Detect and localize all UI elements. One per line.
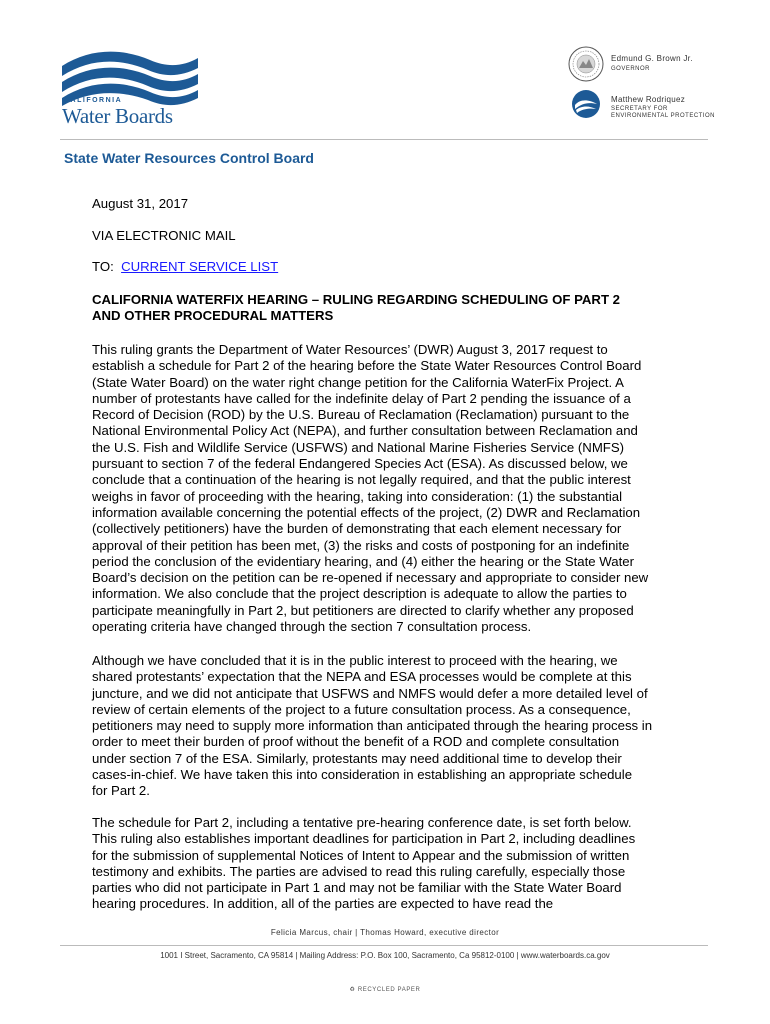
paragraph-1 [92, 342, 718, 635]
board-title: State Water Resources Control Board [64, 150, 314, 166]
paragraph-3 [92, 815, 718, 913]
chair-line: Felicia Marcus, chair | Thomas Howard, executive director [270, 928, 500, 937]
paragraph-line: participate meaningfully in Part 2, but petitioners are directed to clarify whether any proposed [92, 602, 634, 618]
paragraph-line: hearing procedures. In addition, all of the parties are expected to have read the [92, 896, 554, 912]
state-seal-icon [568, 46, 604, 82]
paragraph-line: for Part 2. [92, 783, 150, 799]
service-list-link[interactable]: CURRENT SERVICE LIST [121, 259, 279, 274]
paragraph-line: (State Water Board) on the water right change petition for the California WaterFix Project. A [92, 374, 624, 390]
header-divider [60, 139, 708, 140]
paragraph-line: petitioners may need to supply more information than anticipated through the hearing process in [92, 718, 653, 734]
delivery-method: VIA ELECTRONIC MAIL [92, 228, 236, 243]
paragraph-line: National Environmental Policy Act (NEPA), and further consultation between Reclamation and [92, 423, 638, 439]
logo-state-text: CALIFORNIA [64, 97, 123, 104]
address-line: 1001 I Street, Sacramento, CA 95814 | Mailing Address: P.O. Box 100, Sacramento, Ca 95812-0100 | www.waterboards.ca.gov [160, 951, 610, 960]
recycled-text: RECYCLED PAPER [357, 987, 421, 993]
paragraph-line: information. We also conclude that the project description is adequate to allow the parties to [92, 586, 627, 602]
ruling-heading [92, 292, 672, 325]
paragraph-line: juncture, and we did not anticipate that USFWS and NMFS would defer a more detailed level of [92, 685, 648, 701]
paragraph-line: This ruling also establishes important deadlines for participation in Part 2, including deadlines [92, 831, 636, 847]
paragraph-line: number of protestants have called for the indefinite delay of Part 2 pending the issuance of a [92, 390, 631, 406]
paragraph-line: conclude that a continuation of the hearing is not legally required, and that the public interest [92, 472, 631, 488]
paragraph-line: review of certain elements of the project to a future consultation process. As a consequence, [92, 701, 631, 717]
paragraph-line: cases-in-chief. We have taken this into consideration in establishing an appropriate schedule [92, 767, 633, 783]
letter-date: August 31, 2017 [92, 196, 189, 211]
paragraph-line: testimony and exhibits. The parties are advised to read this ruling carefully, especially those [92, 863, 626, 879]
secretary-name: Matthew Rodriquez [611, 95, 686, 104]
calepa-logo-icon [570, 88, 602, 120]
paragraph-line: approval of their petition has been met, (3) the risks and costs of postponing for an indefinite [92, 537, 630, 553]
heading-line: CALIFORNIA WATERFIX HEARING – RULING REGARDING SCHEDULING OF PART 2 [92, 292, 620, 307]
paragraph-line: shared protestants’ expectation that the NEPA and ESA processes would be complete at this [92, 669, 632, 685]
secretary-title-2: ENVIRONMENTAL PROTECTION [611, 113, 716, 119]
paragraph-line: period the conclusion of the evidentiary hearing, and (4) either the hearing or the State Water [92, 553, 634, 569]
heading-line: AND OTHER PROCEDURAL MATTERS [92, 308, 334, 324]
paragraph-line: information available concerning the potential effects of the project, (2) DWR and Reclamation [92, 504, 641, 520]
paragraph-line: establish a schedule for Part 2 of the hearing before the State Water Resources Control Board [92, 358, 642, 374]
secretary-title-1: SECRETARY FOR [611, 106, 668, 112]
paragraph-line: for the submission of supplemental Notices of Intent to Appear and the submission of written [92, 847, 630, 863]
paragraph-line: operating criteria have changed through the section 7 consultation process. [92, 619, 532, 635]
paragraph-line: weighs in favor of proceeding with the hearing, taking into consideration: (1) the substantial [92, 488, 623, 504]
footer-divider [60, 945, 708, 946]
paragraph-line: Board’s decision on the petition can be re-opened if necessary and appropriate to consider new [92, 570, 649, 586]
paragraph-line: pursuant to section 7 of the federal Endangered Species Act (ESA). As discussed below, we [92, 456, 628, 472]
governor-title: GOVERNOR [611, 66, 651, 72]
paragraph-2 [92, 653, 718, 800]
recipient-line [92, 259, 278, 275]
paragraph-line: (collectively petitioners) have the burden of demonstrating that each element necessary for [92, 521, 622, 537]
paragraph-line: The schedule for Part 2, including a tentative pre-hearing conference date, is set forth below. [92, 815, 632, 830]
logo-name-text: Water Boards [62, 104, 173, 128]
paragraph-line: the U.S. Fish and Wildlife Service (USFWS) and National Marine Fisheries Service (NMFS) [92, 439, 625, 455]
paragraph-line: order to meet their burden of proof without the benefit of a ROD and complete consultation [92, 734, 620, 750]
paragraph-line: Although we have concluded that it is in the public interest to proceed with the hearing, we [92, 653, 618, 668]
governor-name: Edmund G. Brown Jr. [611, 54, 693, 63]
paragraph-line: parties who did not participate in Part 1 and may not be familiar with the State Water Board [92, 880, 622, 896]
recycle-icon: ♻ [349, 987, 356, 993]
paragraph-line: under section 7 of the ESA. Similarly, protestants may need additional time to develop their [92, 750, 622, 766]
recycled-paper-label [0, 986, 770, 993]
to-label: TO: [92, 259, 114, 274]
paragraph-line: Record of Decision (ROD) by the U.S. Bureau of Reclamation (Reclamation) pursuant to the [92, 407, 630, 423]
paragraph-line: This ruling grants the Department of Water Resources’ (DWR) August 3, 2017 request to [92, 342, 608, 357]
